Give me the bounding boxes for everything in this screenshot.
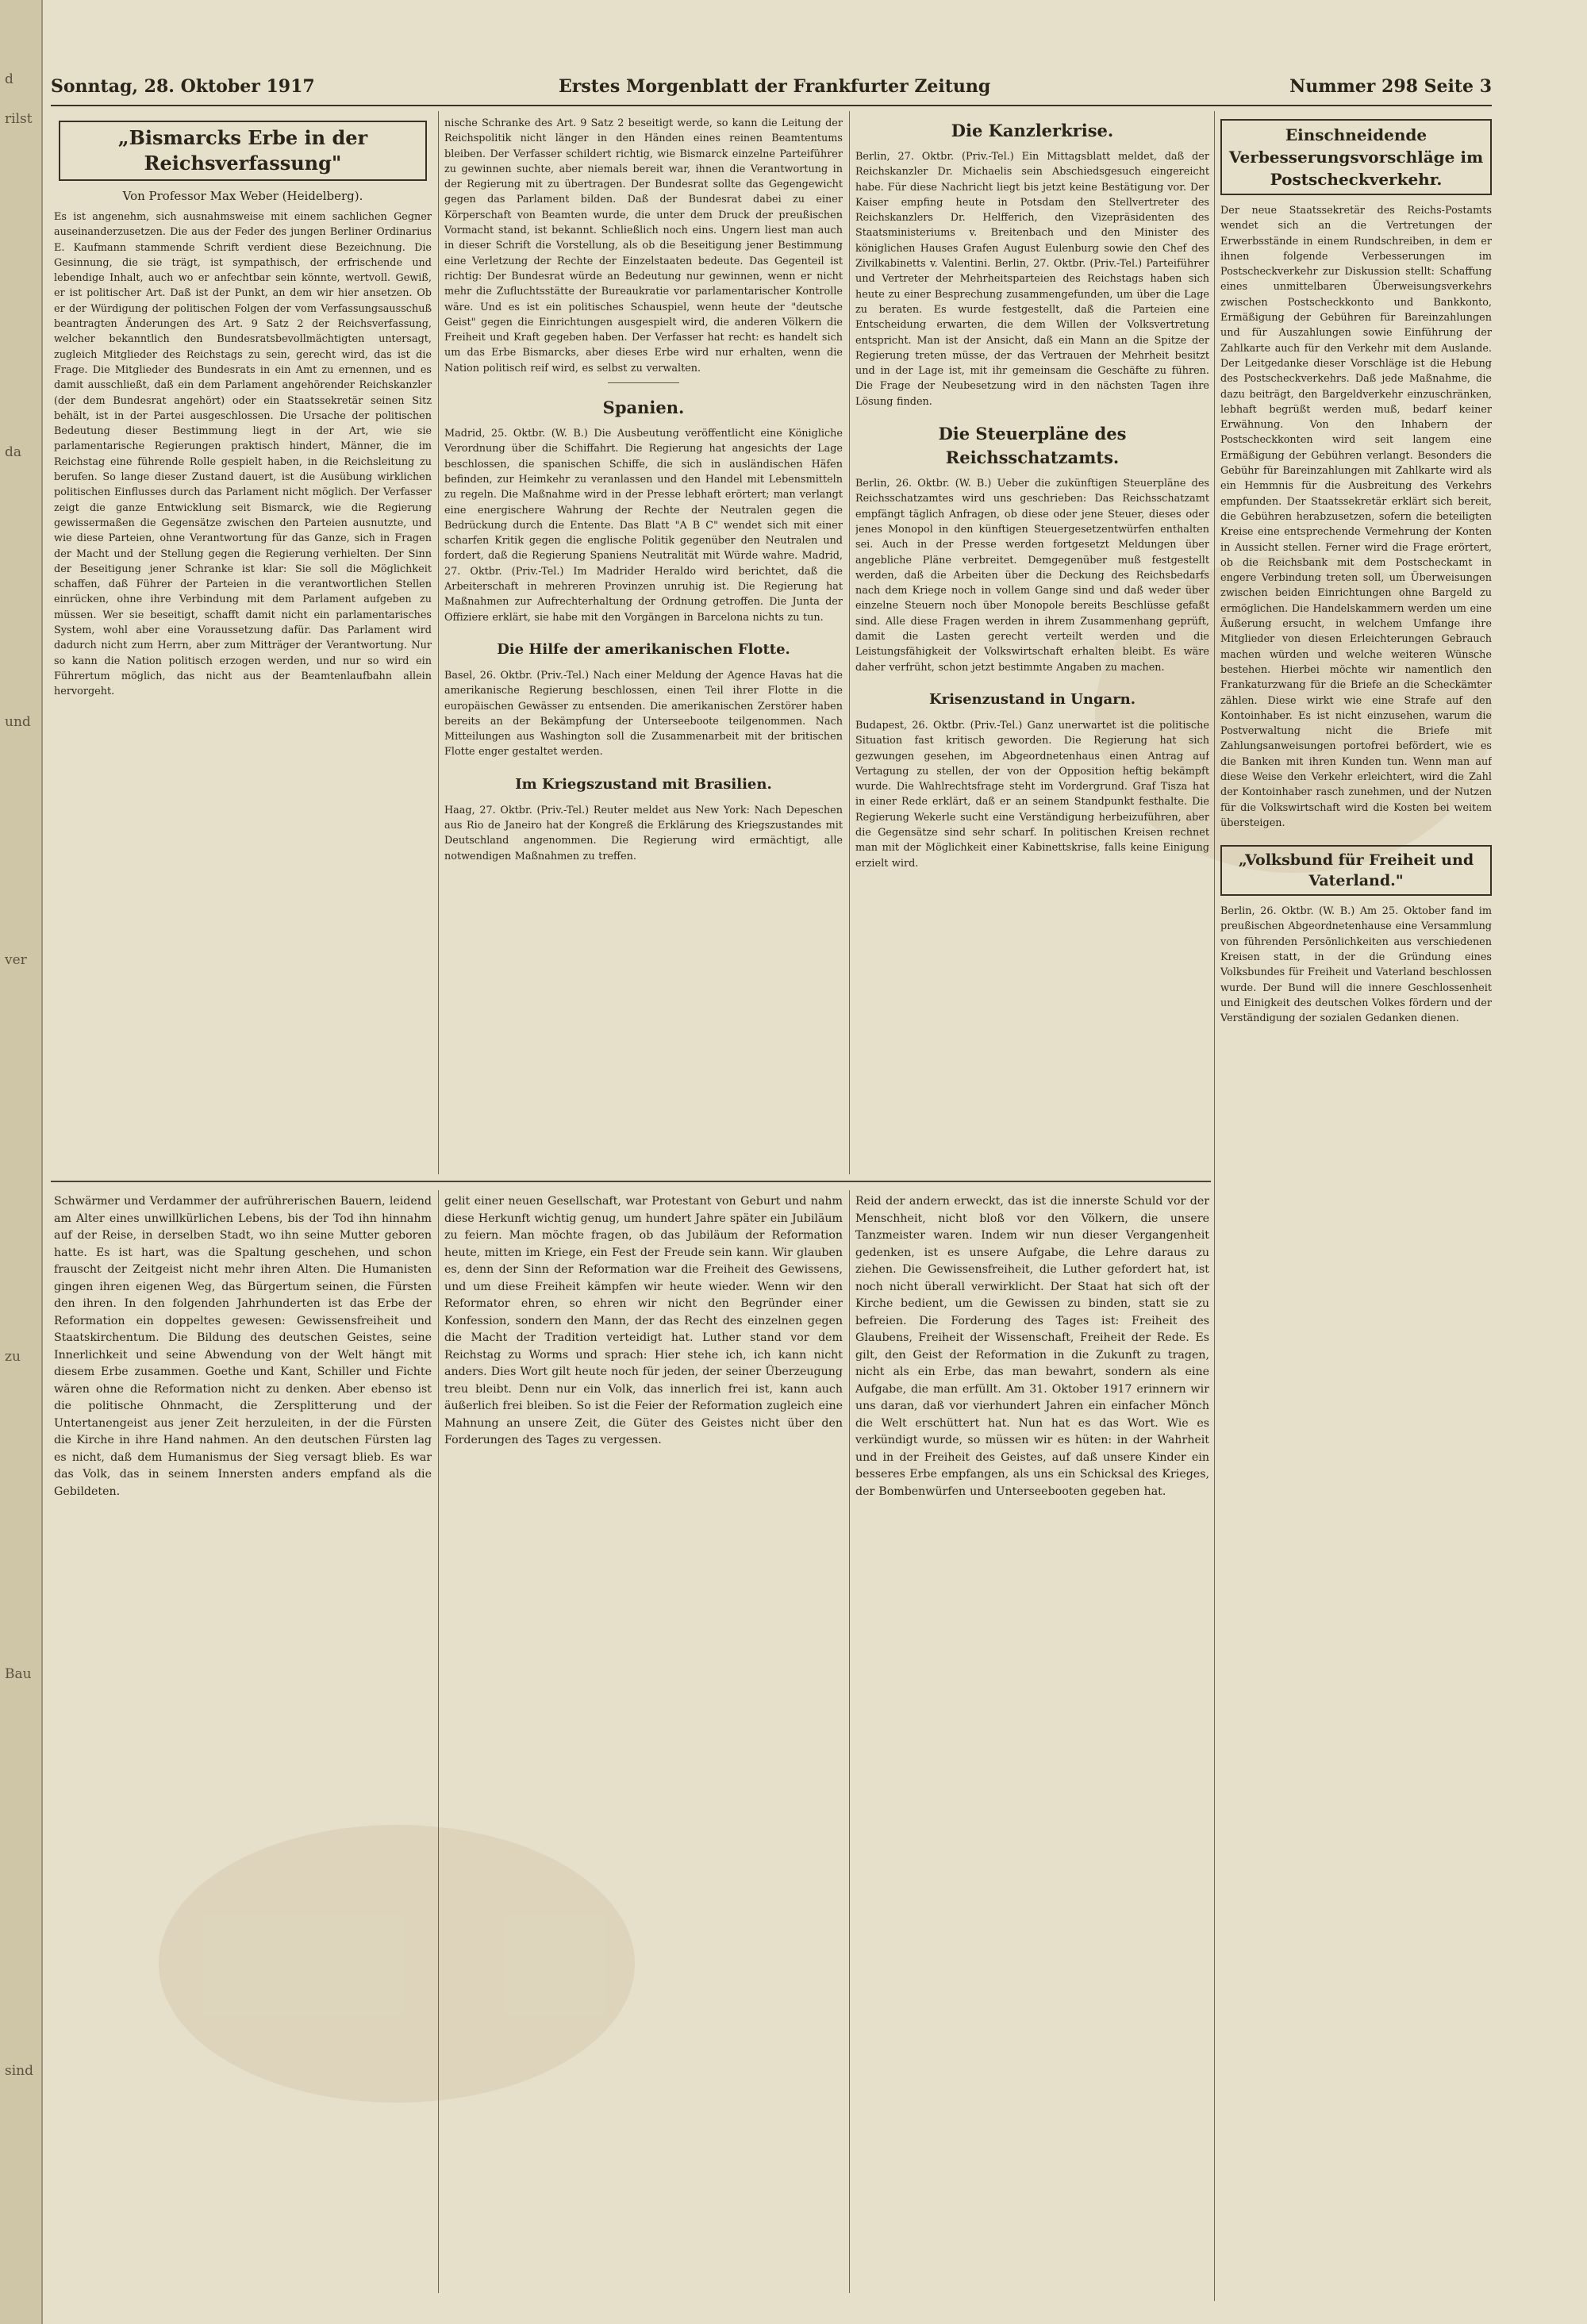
article-title: „Bismarcks Erbe in der Reichsverfassung" [59, 121, 427, 181]
column-rule [849, 111, 850, 1174]
article-text-ungarn: Budapest, 26. Oktbr. (Priv.-Tel.) Ganz unerwartet ist die politische Situation fast kritisch geworden. Die Regierung hat sich gezwungen gesehen, im Abgeordnetenhaus einen Antrag auf Vertagung zu stellen, der von der Opposition heftig bekämpft wurde. Die Wahlrechtsfrage steht im Vordergrund. Graf Tisza hat in einer Rede erklärt, daß er an seinem Standpunkt festhalte. Die Regierung Wekerle sucht eine Verständigung herbeizuführen, aber die Gegensätze sind sehr scharf. In politischen Kreisen rechnet man mit der Möglichkeit einer Kabinettskrise, falls keine Einigung erzielt wird. [855, 719, 1209, 870]
article-title-flotte: Die Hilfe der amerikanischen Flotte. [497, 640, 790, 658]
margin-fragment: d [5, 71, 13, 87]
feuilleton-text: gelit einer neuen Gesellschaft, war Protestant von Geburt und nahm diese Herkunft wichtig genug, um hundert Jahre später ein Jubiläum zu feiern. Man möchte fragen, ob das Jubiläum der Reformation heute, mitten im Kriege, ein Fest der Freude sein kann. Wir glauben es, denn der Sinn der Reformation war die Freiheit des Gewissens, und um diese Freiheit kämpfen wir heute wieder. Wenn wir den Reformator ehren, so ehren wir nicht den Begründer einer Konfession, sondern den Mann, der das Recht des einzelnen gegen die Macht der Tradition verteidigt hat. Luther stand vor dem Reichstag zu Worms und sprach: Hier stehe ich, ich kann nicht anders. Dies Wort gilt heute noch für jeden, der seiner Überzeugung treu bleibt. Denn nur ein Volk, das innerlich frei ist, kann auch äußerlich frei bleiben. So ist die Feier der Reformation zugleich eine Mahnung an unsere Zeit, die Güter des Geistes nicht über den Forderungen des Tages zu vergessen. [444, 1195, 843, 1446]
margin-fragment: ver [5, 952, 27, 968]
article-title-steuer: Die Steuerpläne des Reichsschatzamts. [938, 424, 1127, 468]
issue-date: Sonntag, 28. Oktober 1917 [51, 76, 315, 97]
separator [608, 382, 679, 383]
column-4 [1220, 116, 1492, 2290]
column-rule [438, 1190, 439, 2293]
article-text-brasilien: Haag, 27. Oktbr. (Priv.-Tel.) Reuter meldet aus New York: Nach Depeschen aus Rio de Janeiro hat der Kongreß die Erklärung des Kriegszustandes mit Deutschland angenommen. Die Regierung wird ermächtigt, alle notwendigen Maßnahmen zu treffen. [444, 804, 843, 862]
column-rule [1214, 111, 1215, 2301]
article-author: Von Professor Max Weber (Heidelberg). [122, 189, 363, 203]
article-title-ungarn: Krisenzustand in Ungarn. [928, 690, 1136, 708]
adjacent-page-edge [0, 0, 43, 2324]
article-title-volksbund: „Volksbund für Freiheit und Vaterland." [1220, 845, 1492, 896]
margin-fragment: da [5, 444, 22, 460]
section-divider [51, 1181, 1211, 1182]
article-text-kanzlerkrise: Berlin, 27. Oktbr. (Priv.-Tel.) Ein Mittagsblatt meldet, daß der Reichskanzler Dr. Michaelis sein Abschiedsgesuch eingereicht habe. Für diese Nachricht liegt bis jetzt keine Bestätigung vor. Der Kaiser empfing heute in Potsdam den Stellvertreter des Reichskanzlers Dr. Helfferich, den Vizepräsidenten des Staatsministeriums v. Breitenbach und den Minister des königlichen Hauses Grafen August Eulenburg sowie den Chef des Zivilkabinetts v. Valentini. Berlin, 27. Oktbr. (Priv.-Tel.) Parteiführer und Vertreter der Mehrheitsparteien des Reichstags haben sich heute zu einer Besprechung zusammengefunden, um über die Lage zu beraten. Es wurde festgestellt, daß die Parteien eine Entscheidung erwarten, die dem Willen der Volksvertretung entspricht. Man ist der Ansicht, daß ein Mann an die Spitze der Regierung treten müsse, der das Vertrauen der Mehrheit besitzt und in der Lage ist, mit ihr gemeinsam die Geschäfte zu führen. Die Frage der Neubesetzung wird in den nächsten Tagen ihre Lösung finden. [855, 151, 1209, 408]
page-header [51, 73, 1492, 106]
page-number: Nummer 298 Seite 3 [1289, 76, 1492, 97]
column-3 [855, 116, 1209, 1176]
margin-fragment: rilst [5, 111, 33, 127]
column-rule [849, 1190, 850, 2293]
margin-fragment: sind [5, 2063, 33, 2079]
article-text-steuer: Berlin, 26. Oktbr. (W. B.) Ueber die zukünftigen Steuerpläne des Reichsschatzamtes wird uns geschrieben: Das Reichsschatzamt empfängt täglich Anfragen, ob diese oder jene Steuer, dieses oder jenes Monopol in den künftigen Steuergesetzentwürfen enthalten sei. Auch in der Presse werden fortgesetzt Meldungen über angebliche Pläne verbreitet. Demgegenüber muß festgestellt werden, daß die Arbeiten über die Deckung des Reichsbedarfs nach dem Kriege noch in vollem Gange sind und daß weder über einzelne Steuern noch über Monopole bereits Beschlüsse gefaßt sind. Alle diese Fragen werden in ihrem Zusammenhang geprüft, damit die Lasten gerecht verteilt werden und die Leistungsfähigkeit der Volkswirtschaft erhalten bleibt. Es wäre daher verfrüht, schon jetzt bestimmte Angaben zu machen. [855, 478, 1209, 674]
article-text-volksbund: Berlin, 26. Oktbr. (W. B.) Am 25. Oktober fand im preußischen Abgeordnetenhause eine Versammlung von führenden Persönlichkeiten aus verschiedenen Kreisen statt, in der die Gründung eines Volksbundes für Freiheit und Vaterland beschlossen wurde. Der Bund will die innere Geschlossenheit und Einigkeit des deutschen Volkes fördern und der Verständigung der sozialen Gedanken dienen. [1220, 905, 1492, 1025]
column-2 [444, 116, 843, 1176]
margin-fragment: zu [5, 1349, 21, 1365]
article-title-kanzlerkrise: Die Kanzlerkrise. [951, 121, 1114, 140]
margin-fragment: und [5, 714, 31, 730]
article-title-spanien: Spanien. [602, 398, 685, 418]
feuilleton-text: Schwärmer und Verdammer der aufrührerischen Bauern, leidend am Alter eines unwillkürlichen Lebens, bis der Tod ihn hinnahm auf der Reise, in derselben Stadt, wo ihn seine Mutter geboren hatte. Es ist hart, was die Spaltung geschehen, und schon frauscht der Zeitgeist nicht mehr ihren Alten. Die Humanisten gingen ihren eigenen Weg, das Bürgertum seinen, die Fürsten den ihren. In den folgenden Jahrhunderten ist das Erbe der Reformation ein doppeltes gewesen: Gewissensfreiheit und Staatskirchentum. Die Bildung des deutschen Geistes, seine Innerlichkeit und seine Abwendung von der Welt hängt mit diesem Erbe zusammen. Goethe und Kant, Schiller und Fichte wären ohne die Reformation nicht zu denken. Aber ebenso ist die politische Ohnmacht, die Zersplitterung und der Untertanengeist aus jener Zeit herzuleiten, in der die Fürsten die Kirche in ihre Hand nahmen. An den deutschen Fürsten lag es nicht, daß dem Humanismus der Sieg versagt blieb. Es war das Volk, das in seinem Innersten anders empfand als die Gebildeten. [54, 1195, 432, 1498]
article-bismarck [54, 116, 432, 1176]
article-text-flotte: Basel, 26. Oktbr. (Priv.-Tel.) Nach einer Meldung der Agence Havas hat die amerikanische Regierung beschlossen, einen Teil ihrer Flotte in die europäischen Gewässer zu entsenden. Die amerikanischen Zerstörer haben bereits an der Bekämpfung der Unterseeboote teilgenommen. Nach Mitteilungen aus Washington soll die Zusammenarbeit mit der britischen Flotte enger gestaltet werden. [444, 669, 843, 759]
feuilleton-text: Reid der andern erweckt, das ist die innerste Schuld vor der Menschheit, nicht bloß vor den Völkern, die unsere Tanzmeister waren. Indem wir nun dieser Vergangenheit gedenken, ist es unsere Aufgabe, die Lehre daraus zu ziehen. Die Gewissensfreiheit, die Luther gefordert hat, ist noch nicht überall verwirklicht. Der Staat hat sich oft der Kirche bedient, um die Gewissen zu binden, statt sie zu befreien. Die Forderung des Tages ist: Freiheit des Glaubens, Freiheit der Wissenschaft, Freiheit der Rede. Es gilt, den Geist der Reformation in die Zukunft zu tragen, nicht als ein Erbe, das man bewahrt, sondern als eine Aufgabe, die man erfüllt. Am 31. Oktober 1917 erinnern wir uns daran, daß vor vierhundert Jahren ein einfacher Mönch die Welt erschüttert hat. Nun hat es das Wort. Wie es verkündigt wurde, so müssen wir es hüten: in der Wahrheit und in der Freiheit des Geistes, auf daß unsere Kinder ein besseres Erbe empfangen, als uns ein Schicksal des Krieges, der Bombenwürfen und Unterseebooten gegeben hat. [855, 1195, 1209, 1498]
article-title-postscheck: Einschneidende Verbesserungsvorschläge im Postscheckverkehr. [1220, 119, 1492, 195]
article-continuation: nische Schranke des Art. 9 Satz 2 beseitigt werde, so kann die Leitung der Reichspolitik nicht länger in den Händen eines reinen Beamtentums bleiben. Der Verfasser schildert richtig, wie Bismarck einzelne Parteiführer zu gewinnen suchte, aber niemals bereit war, ihnen die Verantwortung in der Regierung mit zu übertragen. Der Bundesrat sollte das Gegengewicht gegen das Parlament bilden. Daß der Bundesrat dabei zu einer Körperschaft von Beamten wurde, die unter dem Druck der preußischen Vormacht stand, ist bekannt. Schließlich noch eins. Ungern liest man auch in dieser Schrift die Vorstellung, als ob die Beseitigung jener Bestimmung eine Verletzung der Rechte der Einzelstaaten bedeute. Das Gegenteil ist richtig: Der Bundesrat würde an Bedeutung nur gewinnen, wenn er nicht mehr die Zufluchtsstätte der Bureaukratie vor parlamentarischer Kontrolle wäre. Und es ist ein politisches Schauspiel, wenn heute der "deutsche Geist" gegen die Einrichtungen ausgespielt wird, die anderen Völkern die Freiheit und Kraft gegeben haben. Der Verfasser hat recht: es handelt sich um das Erbe Bismarcks, aber dieses Erbe wird nur erhalten, wenn die Nation politisch reif wird, es selbst zu verwalten. [444, 117, 843, 375]
feuilleton-col-1 [54, 1193, 432, 2288]
article-title-brasilien: Im Kriegszustand mit Brasilien. [515, 775, 772, 793]
masthead: Erstes Morgenblatt der Frankfurter Zeitung [559, 76, 991, 97]
feuilleton-col-3 [855, 1193, 1209, 2288]
column-rule [438, 111, 439, 1174]
article-text: Es ist angenehm, sich ausnahmsweise mit einem sachlichen Gegner auseinanderzusetzen. Die aus der Feder des jungen Berliner Ordinarius E. Kaufmann stammende Schrift verdient diese Bezeichnung. Die Gesinnung, die sie trägt, ist sympathisch, der erfrischende und lebendige Inhalt, auch wo er anfechtbar sein könnte, wertvoll. Gewiß, er ist politischer Art. Daß ist der Punkt, an dem wir hier ansetzen. Ob er der Würdigung der politischen Folgen der vom Verfassungsausschuß beantragten Änderungen des Art. 9 Satz 2 der Reichsverfassung, welcher bekanntlich den Bundesratsbevollmächtigten untersagt, zugleich Mitglieder des Reichstags zu sein, gerecht wird, das ist die Frage. Die Mitglieder des Bundesrats in ein Amt zu ernennen, und es damit ausschließt, daß ein dem Parlament angehörender Reichskanzler (der dem Bundesrat angehört) oder ein Staatssekretär seinen Sitz behält, ist in der Partei ausgeschlossen. Die Ursache der politischen Bedeutung dieser Bestimmung liegt in der Art, wie sie parlamentarische Regierungen praktisch hindert, Männer, die im Reichstag eine führende Rolle gespielt haben, in die Reichsleitung zu berufen. So lange dieser Zustand dauert, ist die Ausübung wirklichen politischen Einflusses durch das Parlament nicht möglich. Der Verfasser zeigt die ganze Entwicklung seit Bismarck, wie die Regierung gewissermaßen die Gegensätze zwischen den Parteien ausnutzte, und wie diese Parteien, ohne Verantwortung für das Ganze, sich in Fragen der Macht und der Stellung gegen die Regierung verhielten. Der Sinn der Beseitigung jener Schranke ist klar: Sie soll die Möglichkeit schaffen, daß Führer der Parteien in die verantwortlichen Stellen einrücken, ohne ihre Verbindung mit dem Parlament aufgeben zu müssen. Wer sie beseitigt, schafft damit nicht ein parlamentarisches System, wohl aber eine Voraussetzung dafür. Das Parlament wird dadurch nicht zum Herrn, aber zum Mitträger der Verantwortung. Nur so kann die Nation politisch erzogen werden, und nur so wird ein Führertum möglich, das nicht aus der Beamtenlaufbahn allein hervorgeht. [54, 211, 432, 698]
article-text-spanien: Madrid, 25. Oktbr. (W. B.) Die Ausbeutung veröffentlicht eine Königliche Verordnung über die Schiffahrt. Die Regierung hat angesichts der Lage beschlossen, die spanischen Schiffe, die sich in ausländischen Häfen befinden, zur Heimkehr zu veranlassen und den Handel mit Lebensmitteln zu regeln. Die Maßnahme wird in der Presse lebhaft erörtert; man verlangt eine energischere Wahrung der Rechte der Neutralen gegen die Bedrückung durch die Entente. Das Blatt "A B C" wendet sich mit einer scharfen Kritik gegen die englische Politik gegenüber den Neutralen und fordert, daß die Regierung Spaniens Neutralität mit Würde wahre. Madrid, 27. Oktbr. (Priv.-Tel.) Im Madrider Heraldo wird berichtet, daß die Arbeiterschaft in mehreren Provinzen unruhig ist. Die Regierung hat Maßnahmen zur Aufrechterhaltung der Ordnung getroffen. Die Junta der Offiziere erklärt, sie habe mit den Vorgängen in Barcelona nichts zu tun. [444, 428, 843, 624]
feuilleton-col-2 [444, 1193, 843, 2288]
margin-fragment: Bau [5, 1666, 32, 1682]
article-text-postscheck: Der neue Staatssekretär des Reichs-Postamts wendet sich an die Vertretungen der Erwerbsstände in einem Rundschreiben, in dem er ihnen folgende Verbesserungen im Postscheckverkehr zur Diskussion stellt: Schaffung eines unmittelbaren Überweisungsverkehrs zwischen Postscheckkonto und Bankkonto, Ermäßigung der Gebühren für Bareinzahlungen und für Auszahlungen sowie Einführung der Zahlkarte auch für den Verkehr mit dem Auslande. Der Leitgedanke dieser Vorschläge ist die Hebung des Postscheckverkehrs. Daß jede Maßnahme, die dazu beiträgt, den Bargeldverkehr einzuschränken, lebhaft begrüßt werden muß, bedarf keiner Erwähnung. Von den Inhabern der Postscheckkonten wird seit langem eine Ermäßigung der Gebühren verlangt. Besonders die Gebühr für Bareinzahlungen mit Zahlkarte wird als ein Hemmnis für die Ausbreitung des Verkehrs empfunden. Der Staatssekretär erklärt sich bereit, die Gebühren herabzusetzen, sofern die beteiligten Kreise eine entsprechende Vermehrung der Konten in Aussicht stellen. Ferner wird die Frage erörtert, ob die Reichsbank mit dem Postscheckamt in engere Verbindung treten soll, um Überweisungen zwischen beiden Einrichtungen ohne Bargeld zu ermöglichen. Die Handelskammern werden um eine Äußerung ersucht, in welchem Umfange ihre Mitglieder von diesen Erleichterungen Gebrauch machen würden und welche weiteren Wünsche bestehen. Hierbei möchte wir namentlich den Frankaturzwang für die Briefe an die Scheckämter zählen. Diese wirkt wie eine Strafe auf den Kontoinhaber. Es ist nicht einzusehen, warum die Postverwaltung nicht die Briefe mit Zahlungsanweisungen portofrei befördert, wie es die Banken mit ihren Kunden tun. Wenn man auf diese Weise den Verkehr erleichtert, wird die Zahl der Kontoinhaber rasch zunehmen, und der Nutzen für die Volkswirtschaft wird die Kosten bei weitem übersteigen. [1220, 205, 1492, 829]
